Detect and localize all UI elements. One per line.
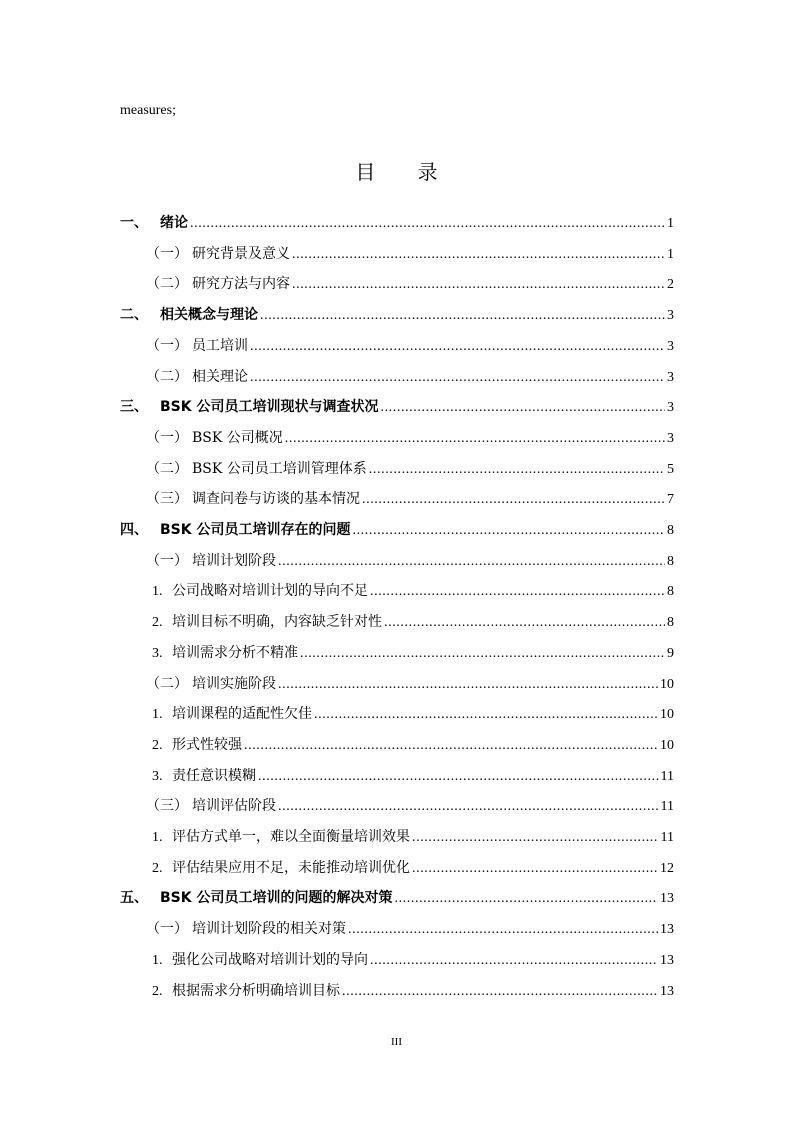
toc-dot-leader [258,769,659,785]
toc-entry[interactable] [146,918,674,938]
toc-entry-page: 3 [667,400,674,415]
toc-entry[interactable] [152,734,674,754]
toc-entry-number: 2. [152,615,163,630]
toc-entry-page: 13 [660,922,674,937]
toc-entry-number: （二） [146,369,188,385]
toc-entry-number: （一） [146,553,188,569]
toc-entry-page: 12 [660,861,674,876]
toc-entry-number: 2. [152,738,163,753]
toc-entry[interactable] [152,703,674,723]
toc-dot-leader [190,216,665,232]
toc-entry-page: 1 [667,247,674,262]
toc-entry-page: 11 [660,769,674,784]
toc-entry-page: 3 [667,431,674,446]
toc-entry-page: 10 [660,677,674,692]
toc-title: 目 录 [355,160,456,184]
toc-entry-page: 3 [667,339,674,354]
toc-entry-number: 1. [152,830,163,845]
toc-entry-title: 研究背景及意义 [192,246,290,262]
toc-entry-title: BSK 公司员工培训的问题的解决对策 [160,890,393,906]
toc-entry-number: 四、 [120,522,148,538]
toc-entry-number: （二） [146,461,188,477]
toc-entry-page: 8 [667,554,674,569]
toc-dot-leader [370,584,665,600]
toc-entry-title: 培训需求分析不精准 [172,645,298,661]
toc-entry-number: 3. [152,646,163,661]
toc-dot-leader [394,891,658,907]
toc-entry-number: 二、 [120,307,148,323]
toc-entry-page: 1 [667,216,674,231]
toc-entry-page: 8 [667,615,674,630]
toc-entry[interactable] [146,673,674,693]
toc-dot-leader [314,707,658,723]
toc-entry-title: BSK 公司员工培训现状与调查状况 [160,399,379,415]
toc-dot-leader [260,308,665,324]
toc-entry[interactable] [146,458,674,478]
toc-entry-title: 评估方式单一，难以全面衡量培训效果 [172,829,410,845]
toc-entry[interactable] [152,949,674,969]
toc-entry[interactable] [146,273,674,293]
toc-dot-leader [370,953,658,969]
toc-dot-leader [250,339,665,355]
toc-entry-number: （一） [146,921,188,937]
toc-entry[interactable] [152,826,674,846]
toc-entry-title: 研究方法与内容 [192,276,290,292]
page-number: III [391,1036,402,1048]
toc-entry-title: BSK 公司员工培训管理体系 [192,461,367,477]
toc-entry-page: 11 [660,799,674,814]
toc-entry[interactable] [120,396,674,416]
toc-dot-leader [278,677,658,693]
toc-entry-page: 3 [667,370,674,385]
toc-entry-number: 2. [152,984,163,999]
toc-dot-leader [292,277,665,293]
toc-entry-number: 2. [152,861,163,876]
toc-entry-page: 8 [667,523,674,538]
toc-entry-number: 3. [152,769,163,784]
toc-entry[interactable] [146,795,674,815]
toc-entry-number: 1. [152,584,163,599]
toc-entry-number: （一） [146,430,188,446]
toc-entry[interactable] [152,611,674,631]
toc-entry-title: 责任意识模糊 [172,768,256,784]
toc-entry-number: （三） [146,491,188,507]
toc-dot-leader [342,984,658,1000]
toc-entry-title: 培训计划阶段 [192,553,276,569]
toc-entry[interactable] [120,887,674,907]
toc-dot-leader [384,615,665,631]
toc-dot-leader [244,738,658,754]
toc-entry-page: 13 [660,953,674,968]
toc-entry[interactable] [146,488,674,508]
toc-entry-number: 三、 [120,399,148,415]
toc-dot-leader [278,554,665,570]
toc-entry-number: 一、 [120,215,148,231]
toc-entry[interactable] [152,580,674,600]
toc-entry-page: 5 [667,462,674,477]
toc-entry[interactable] [152,765,674,785]
toc-entry-number: （二） [146,276,188,292]
toc-entry-title: 相关理论 [192,369,248,385]
toc-entry[interactable] [152,980,674,1000]
toc-entry-title: 强化公司战略对培训计划的导向 [172,952,368,968]
toc-entry[interactable] [152,857,674,877]
toc-entry-title: 培训评估阶段 [192,798,276,814]
toc-dot-leader [412,830,659,846]
toc-entry-title: 相关概念与理论 [160,307,258,323]
toc-entry-title: BSK 公司员工培训存在的问题 [160,522,351,538]
toc-entry-number: （二） [146,676,188,692]
toc-entry[interactable] [146,366,674,386]
toc-entry-title: 培训计划阶段的相关对策 [192,921,346,937]
toc-entry[interactable] [146,427,674,447]
toc-entry-title: 根据需求分析明确培训目标 [172,983,340,999]
toc-entry-page: 9 [667,646,674,661]
toc-dot-leader [348,922,658,938]
toc-entry-number: 1. [152,707,163,722]
toc-dot-leader [362,492,665,508]
toc-entry-number: （一） [146,246,188,262]
toc-entry[interactable] [120,212,674,232]
toc-entry-number: （一） [146,338,188,354]
toc-entry-page: 3 [667,308,674,323]
toc-entry[interactable] [146,243,674,263]
toc-entry[interactable] [120,304,674,324]
toc-entry-page: 2 [667,277,674,292]
toc-entry-title: 员工培训 [192,338,248,354]
toc-entry-title: 培训实施阶段 [192,676,276,692]
toc-entry-title: 形式性较强 [172,737,242,753]
toc-entry-title: 培训目标不明确，内容缺乏针对性 [172,614,382,630]
toc-entry[interactable] [146,550,674,570]
toc-dot-leader [352,523,665,539]
toc-entry-page: 13 [660,891,674,906]
toc-entry-page: 8 [667,584,674,599]
toc-entry-number: （三） [146,798,188,814]
toc-entry-title: 评估结果应用不足，未能推动培训优化 [172,860,410,876]
toc-entry[interactable] [152,642,674,662]
toc-dot-leader [250,370,665,386]
toc-entry-page: 13 [660,984,674,999]
toc-entry-title: BSK 公司概况 [192,430,283,446]
toc-dot-leader [278,799,659,815]
toc-entry[interactable] [120,519,674,539]
toc-entry-page: 10 [660,738,674,753]
toc-dot-leader [292,247,665,263]
toc-entry-title: 绪论 [160,215,188,231]
toc-entry-page: 7 [667,492,674,507]
toc-dot-leader [369,462,665,478]
toc-dot-leader [285,431,665,447]
carryover-text: measures; [120,103,176,118]
toc-entry[interactable] [146,335,674,355]
toc-entry-number: 1. [152,953,163,968]
toc-entry-page: 11 [660,830,674,845]
toc-entry-title: 培训课程的适配性欠佳 [172,706,312,722]
toc-entry-title: 公司战略对培训计划的导向不足 [172,583,368,599]
toc-entry-number: 五、 [120,890,148,906]
toc-dot-leader [380,400,665,416]
toc-dot-leader [412,861,658,877]
toc-entry-title: 调查问卷与访谈的基本情况 [192,491,360,507]
toc-dot-leader [300,646,665,662]
toc-entry-page: 10 [660,707,674,722]
